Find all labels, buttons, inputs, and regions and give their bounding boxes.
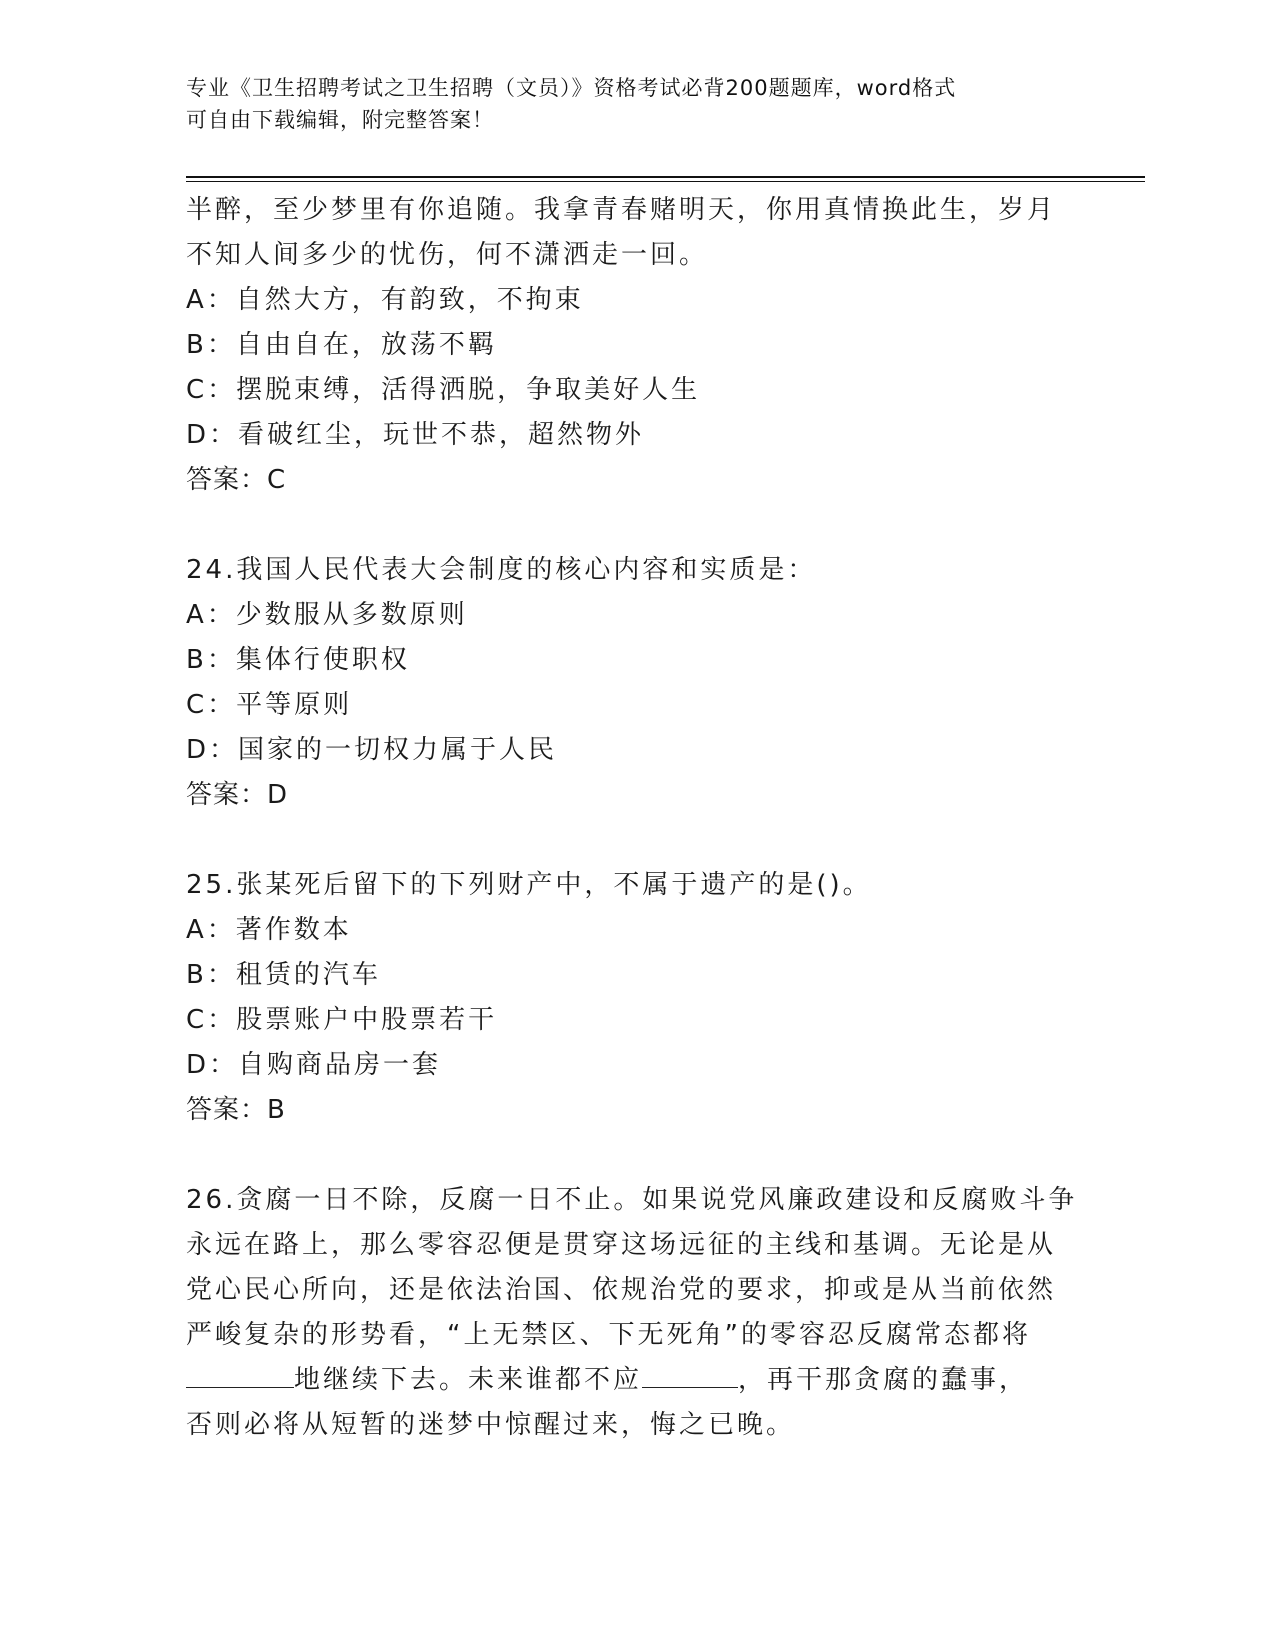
question-26-stem-line-2: 永远在路上，那么零容忍便是贯穿这场远征的主线和基调。无论是从 xyxy=(186,1230,1057,1260)
spacer xyxy=(186,503,1086,548)
question-24 xyxy=(186,548,1086,818)
question-23-option-d: D：看破红尘，玩世不恭，超然物外 xyxy=(186,420,645,450)
question-25-option-c: C：股票账户中股票若干 xyxy=(186,1005,498,1035)
question-23-answer: 答案：C xyxy=(186,465,287,495)
question-25-option-d: D：自购商品房一套 xyxy=(186,1050,442,1080)
question-25-stem: 25.张某死后留下的下列财产中，不属于遗产的是()。 xyxy=(186,870,872,900)
question-24-option-b: B：集体行使职权 xyxy=(186,645,410,675)
question-25-option-b: B：租赁的汽车 xyxy=(186,960,381,990)
question-23 xyxy=(186,188,1086,503)
question-25-answer: 答案：B xyxy=(186,1095,286,1125)
question-25 xyxy=(186,863,1086,1133)
question-26 xyxy=(186,1178,1086,1448)
question-24-answer: 答案：D xyxy=(186,780,289,810)
question-26-stem-line-6: 否则必将从短暂的迷梦中惊醒过来，悔之已晚。 xyxy=(186,1410,796,1440)
question-26-stem-line-1: 26.贪腐一日不除，反腐一日不止。如果说党风廉政建设和反腐败斗争 xyxy=(186,1185,1078,1215)
question-25-option-a: A：著作数本 xyxy=(186,915,352,945)
question-26-stem-line-5-part-b: ，再干那贪腐的蠢事， xyxy=(738,1365,1029,1395)
question-24-option-d: D：国家的一切权力属于人民 xyxy=(186,735,558,765)
header-title-line-2: 可自由下载编辑，附完整答案！ xyxy=(186,108,494,132)
question-23-option-a: A：自然大方，有韵致，不拘束 xyxy=(186,285,584,315)
header-divider-thin xyxy=(186,181,1145,182)
question-23-option-c: C：摆脱束缚，活得洒脱，争取美好人生 xyxy=(186,375,701,405)
question-24-option-a: A：少数服从多数原则 xyxy=(186,600,468,630)
fill-in-blank-1 xyxy=(186,1365,294,1388)
fill-in-blank-2 xyxy=(642,1365,738,1388)
spacer xyxy=(186,818,1086,863)
header-title-line-1: 专业《卫生招聘考试之卫生招聘（文员）》资格考试必背200题题库，word格式 xyxy=(186,76,957,100)
question-23-option-b: B：自由自在，放荡不羁 xyxy=(186,330,497,360)
question-26-stem-line-4: 严峻复杂的形势看，“上无禁区、下无死角”的零容忍反腐常态都将 xyxy=(186,1320,1031,1350)
question-24-option-c: C：平等原则 xyxy=(186,690,353,720)
question-23-stem-line-2: 不知人间多少的忧伤，何不潇洒走一回。 xyxy=(186,240,709,270)
header-divider-thick xyxy=(186,176,1145,178)
question-23-stem-line-1: 半醉，至少梦里有你追随。我拿青春赌明天，你用真情换此生，岁月 xyxy=(186,195,1057,225)
question-list xyxy=(186,188,1086,1448)
question-24-stem: 24.我国人民代表大会制度的核心内容和实质是： xyxy=(186,555,817,585)
question-26-stem-line-5-part-a: 地继续下去。未来谁都不应 xyxy=(294,1365,643,1395)
question-26-stem-line-3: 党心民心所向，还是依法治国、依规治党的要求，抑或是从当前依然 xyxy=(186,1275,1057,1305)
spacer xyxy=(186,1133,1086,1178)
question-26-stem-line-5 xyxy=(186,1358,1086,1403)
document-header xyxy=(186,72,1086,136)
